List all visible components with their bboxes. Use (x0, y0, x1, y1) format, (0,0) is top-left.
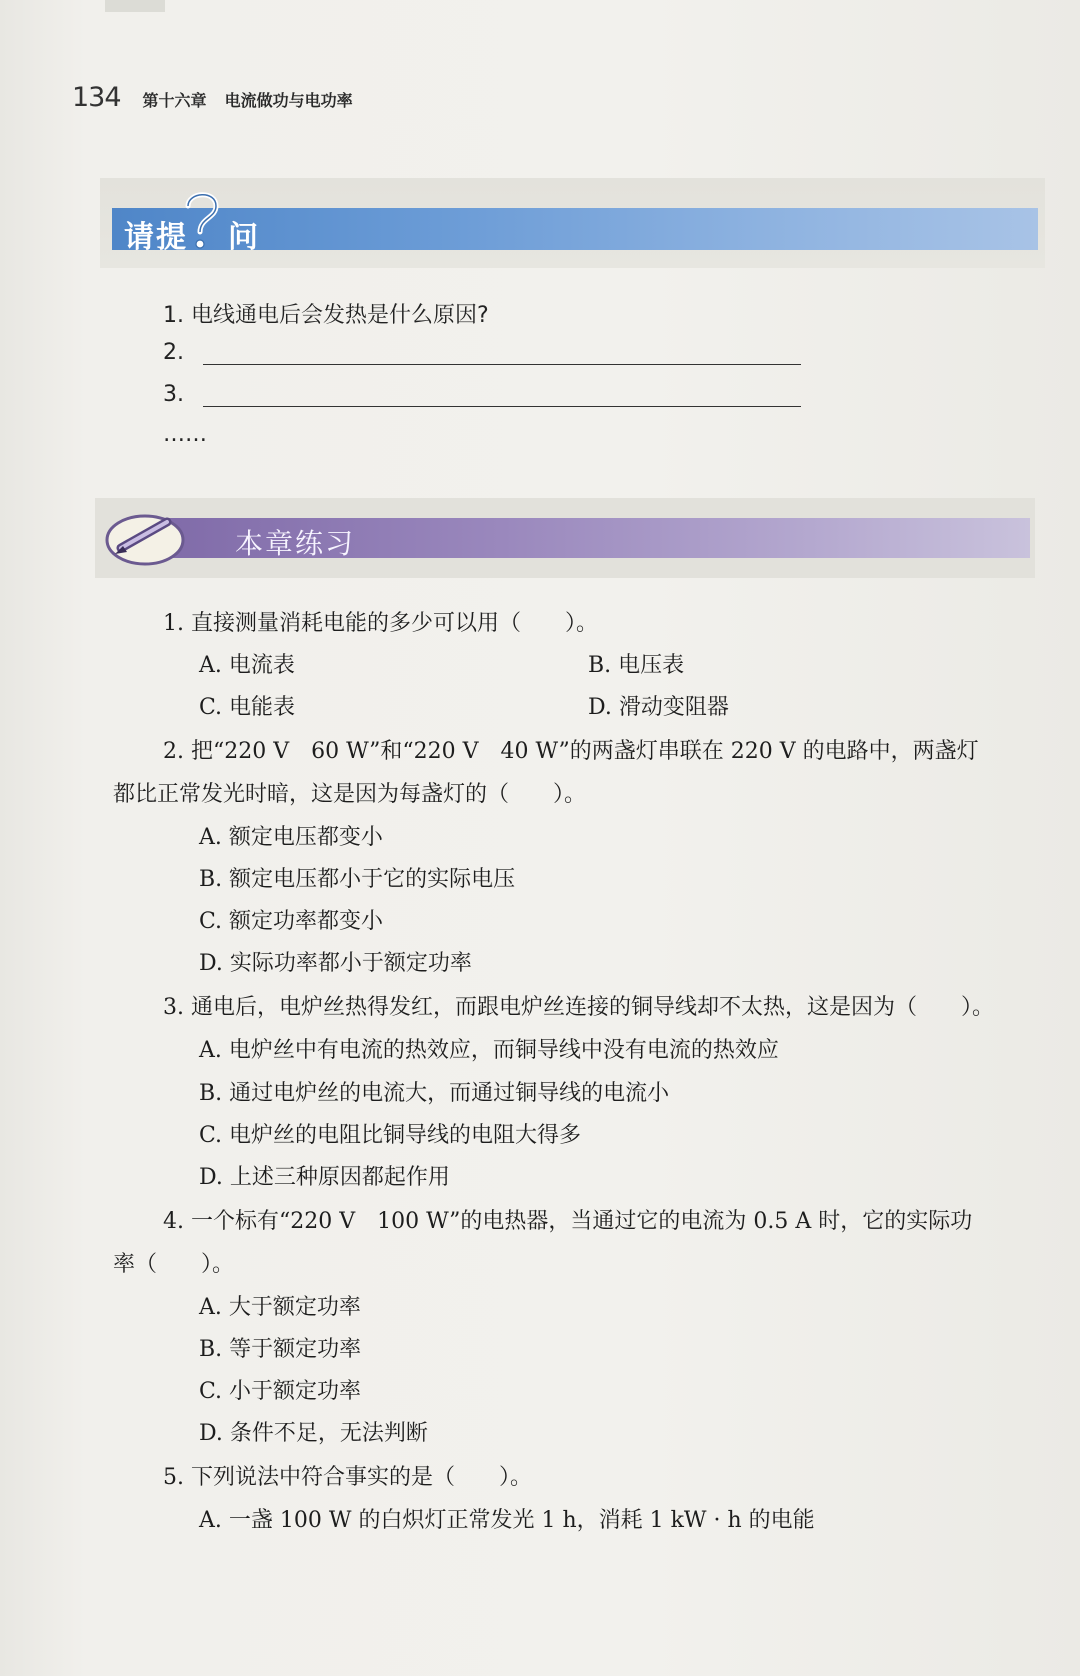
q2-option-b: B. 额定电压都小于它的实际电压 (199, 867, 516, 892)
q2-stem-line2: 都比正常发光时暗，这是因为每盏灯的（ ）。 (113, 782, 587, 807)
running-head (72, 82, 353, 118)
q1-option-d: D. 滑动变阻器 (588, 695, 729, 720)
ask-blank-line-3 (203, 406, 801, 407)
ask-item-2-number: 2. (163, 340, 184, 365)
q3-stem: 3. 通电后，电炉丝热得发红，而跟电炉丝连接的铜导线却不太热，这是因为（ ）。 (163, 995, 994, 1020)
q3-option-d: D. 上述三种原因都起作用 (199, 1165, 450, 1190)
q2-stem-line1: 2. 把“220 V 60 W”和“220 V 40 W”的两盏灯串联在 220 V 的电路中，两盏灯 (163, 739, 979, 764)
q1-option-b: B. 电压表 (588, 653, 685, 678)
ask-blank-line-2 (203, 364, 801, 365)
q1-stem: 1. 直接测量消耗电能的多少可以用（ ）。 (163, 611, 598, 636)
exercise-banner (95, 498, 1035, 578)
q2-option-d: D. 实际功率都小于额定功率 (199, 951, 472, 976)
ask-item-1: 1. 电线通电后会发热是什么原因? (163, 303, 489, 328)
q4-option-a: A. 大于额定功率 (199, 1295, 361, 1320)
ask-title-right: 问 (228, 220, 260, 255)
question-mark-icon (180, 188, 224, 254)
chapter-title: 电流做功与电功率 (224, 91, 353, 110)
page-number: 134 (72, 82, 121, 113)
q1-option-a: A. 电流表 (199, 653, 295, 678)
chapter-label: 第十六章 (142, 91, 207, 110)
ask-ellipsis: …… (163, 422, 207, 447)
ask-title-left: 请提 (124, 220, 188, 255)
ask-question-banner (100, 178, 1045, 268)
q3-option-b: B. 通过电炉丝的电流大，而通过铜导线的电流小 (199, 1081, 670, 1106)
q1-option-c: C. 电能表 (199, 695, 296, 720)
q4-stem-line1: 4. 一个标有“220 V 100 W”的电热器，当通过它的电流为 0.5 A 时，它的实际功 (163, 1209, 973, 1234)
q4-option-d: D. 条件不足，无法判断 (199, 1421, 428, 1446)
ask-item-3-number: 3. (163, 382, 184, 407)
q4-option-c: C. 小于额定功率 (199, 1379, 362, 1404)
q3-option-c: C. 电炉丝的电阻比铜导线的电阻大得多 (199, 1123, 582, 1148)
q4-stem-line2: 率（ ）。 (113, 1252, 235, 1277)
q4-option-b: B. 等于额定功率 (199, 1337, 362, 1362)
exercise-banner-title: 本章练习 (235, 527, 356, 560)
q5-stem: 5. 下列说法中符合事实的是（ ）。 (163, 1465, 532, 1490)
q3-option-a: A. 电炉丝中有电流的热效应，而铜导线中没有电流的热效应 (199, 1038, 779, 1063)
q5-option-a: A. 一盏 100 W 的白炽灯正常发光 1 h，消耗 1 kW · h 的电能 (199, 1508, 815, 1533)
q2-option-a: A. 额定电压都变小 (199, 825, 383, 850)
scan-mark (105, 0, 165, 12)
q2-option-c: C. 额定功率都变小 (199, 909, 384, 934)
pen-and-paper-icon (103, 504, 195, 570)
